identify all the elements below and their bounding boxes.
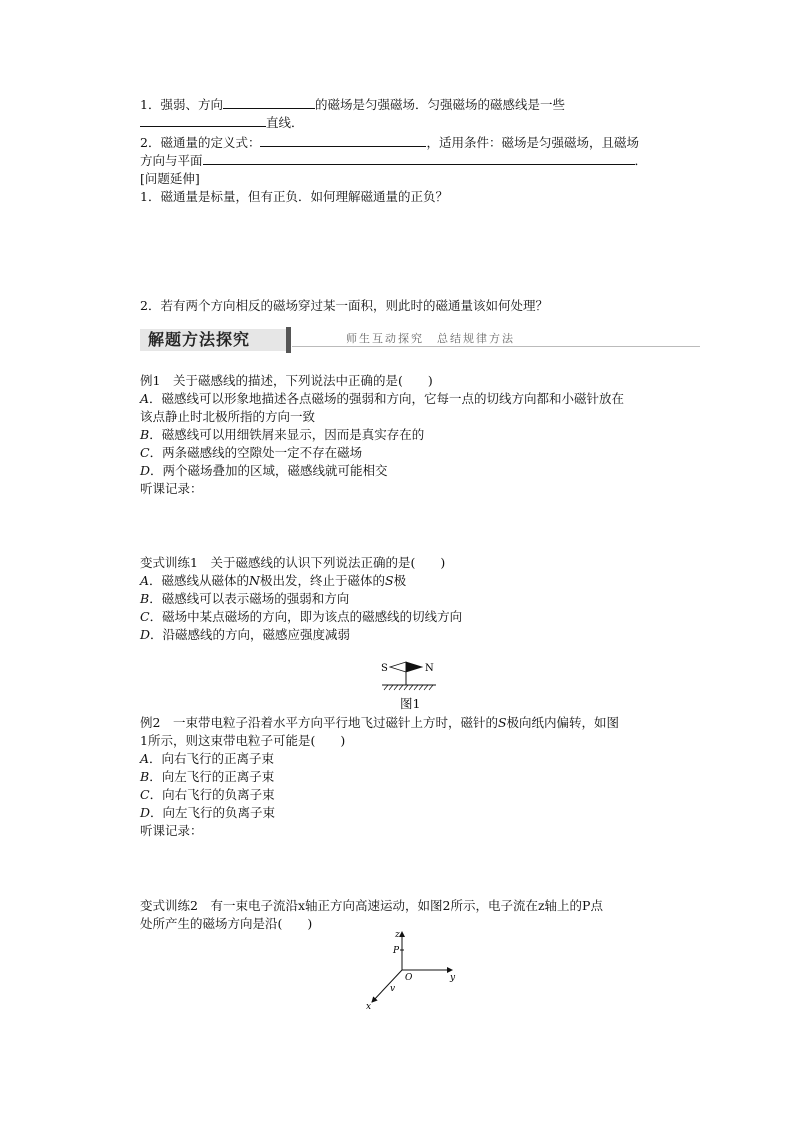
extension-question-1: 1．磁通量是标量，但有正负．如何理解磁通量的正负？ bbox=[140, 189, 448, 204]
banner-bar bbox=[286, 327, 291, 353]
example-2-option-b: B．向左飞行的正离子束 bbox=[140, 769, 275, 784]
banner-rule bbox=[292, 346, 700, 347]
blank-3[interactable] bbox=[260, 134, 426, 147]
training-2-stem-2: 处所产生的磁场方向是沿( ) bbox=[140, 916, 313, 931]
training-1-option-c: C．磁场中某点磁场的方向，即为该点的磁感线的切线方向 bbox=[140, 609, 463, 624]
example-1-option-c: C．两条磁感线的空隙处一定不存在磁场 bbox=[140, 445, 363, 460]
figure-1-caption: 图1 bbox=[400, 696, 421, 711]
needle-s-half bbox=[390, 662, 406, 672]
example-2-stem-1: 例2 一束带电粒子沿着水平方向平行地飞过磁针上方时，磁针的S极向纸内偏转，如图 bbox=[140, 715, 620, 730]
extension-heading: [问题延伸] bbox=[140, 171, 200, 186]
example-1-option-a: A．磁感线可以形象地描述各点磁场的强弱和方向，它每一点的切线方向都和小磁针放在 bbox=[140, 391, 625, 406]
blank-2[interactable] bbox=[140, 114, 266, 127]
question-2-line-2: 方向与平面 ． bbox=[140, 153, 648, 168]
question-2-line-1: 2．磁通量的定义式： ，适用条件：磁场是匀强磁场，且磁场 bbox=[140, 135, 639, 150]
training-1-stem: 变式训练1 关于磁感线的认识下列说法正确的是( ) bbox=[140, 555, 446, 570]
fig1-n-label: N bbox=[425, 663, 434, 674]
fig2-x-label: x bbox=[366, 1002, 372, 1012]
extension-question-2: 2．若有两个方向相反的磁场穿过某一面积，则此时的磁通量该如何处理？ bbox=[140, 298, 548, 313]
section-banner bbox=[140, 326, 700, 354]
blank-1[interactable] bbox=[223, 96, 315, 109]
example-2-stem-2: 1所示，则这束带电粒子可能是( ) bbox=[140, 733, 346, 748]
example-2-option-d: D．向左飞行的负离子束 bbox=[140, 805, 276, 820]
fig2-o-label: O bbox=[405, 973, 413, 983]
training-2-stem-1: 变式训练2 有一束电子流沿x轴正方向高速运动，如图2所示，电子流在z轴上的P点 bbox=[140, 898, 603, 913]
training-1-option-b: B．磁感线可以表示磁场的强弱和方向 bbox=[140, 591, 350, 606]
example-1-stem: 例1 关于磁感线的描述，下列说法中正确的是( ) bbox=[140, 373, 433, 388]
example-2-option-c: C．向右飞行的负离子束 bbox=[140, 787, 275, 802]
banner-subtitle: 师生互动探究 总结规律方法 bbox=[346, 332, 515, 345]
example-1-option-d: D．两个磁场叠加的区域，磁感线就可能相交 bbox=[140, 463, 388, 478]
figure-1-compass bbox=[376, 656, 442, 692]
fig2-z-label: z bbox=[395, 930, 400, 940]
fig2-p-label: P bbox=[393, 946, 400, 956]
example-1-option-b: B．磁感线可以用细铁屑来显示，因而是真实存在的 bbox=[140, 427, 425, 442]
fig2-y-label: y bbox=[450, 973, 456, 983]
example-1-option-a-cont: 该点静止时北极所指的方向一致 bbox=[140, 409, 316, 424]
training-1-option-d: D．沿磁感线的方向，磁感应强度减弱 bbox=[140, 627, 351, 642]
figure-2-axes bbox=[360, 928, 470, 1012]
ground-hatching bbox=[384, 685, 433, 690]
x-axis bbox=[372, 970, 402, 1002]
example-1-notes: 听课记录： bbox=[140, 481, 203, 496]
fig2-v-label: v bbox=[390, 984, 396, 994]
blank-4[interactable] bbox=[203, 152, 635, 165]
question-1-line-2: 直线． bbox=[140, 114, 680, 132]
fig1-s-label: S bbox=[381, 663, 388, 674]
question-1-line-1: 1．强弱、方向 的磁场是匀强磁场．匀强磁场的磁感线是一些 bbox=[140, 97, 565, 112]
example-2-option-a: A．向右飞行的正离子束 bbox=[140, 751, 275, 766]
needle-n-half bbox=[406, 662, 422, 672]
banner-title: 解题方法探究 bbox=[148, 330, 251, 349]
example-2-notes: 听课记录： bbox=[140, 823, 203, 838]
training-1-option-a: A．磁感线从磁体的N极出发，终止于磁体的S极 bbox=[140, 573, 407, 588]
